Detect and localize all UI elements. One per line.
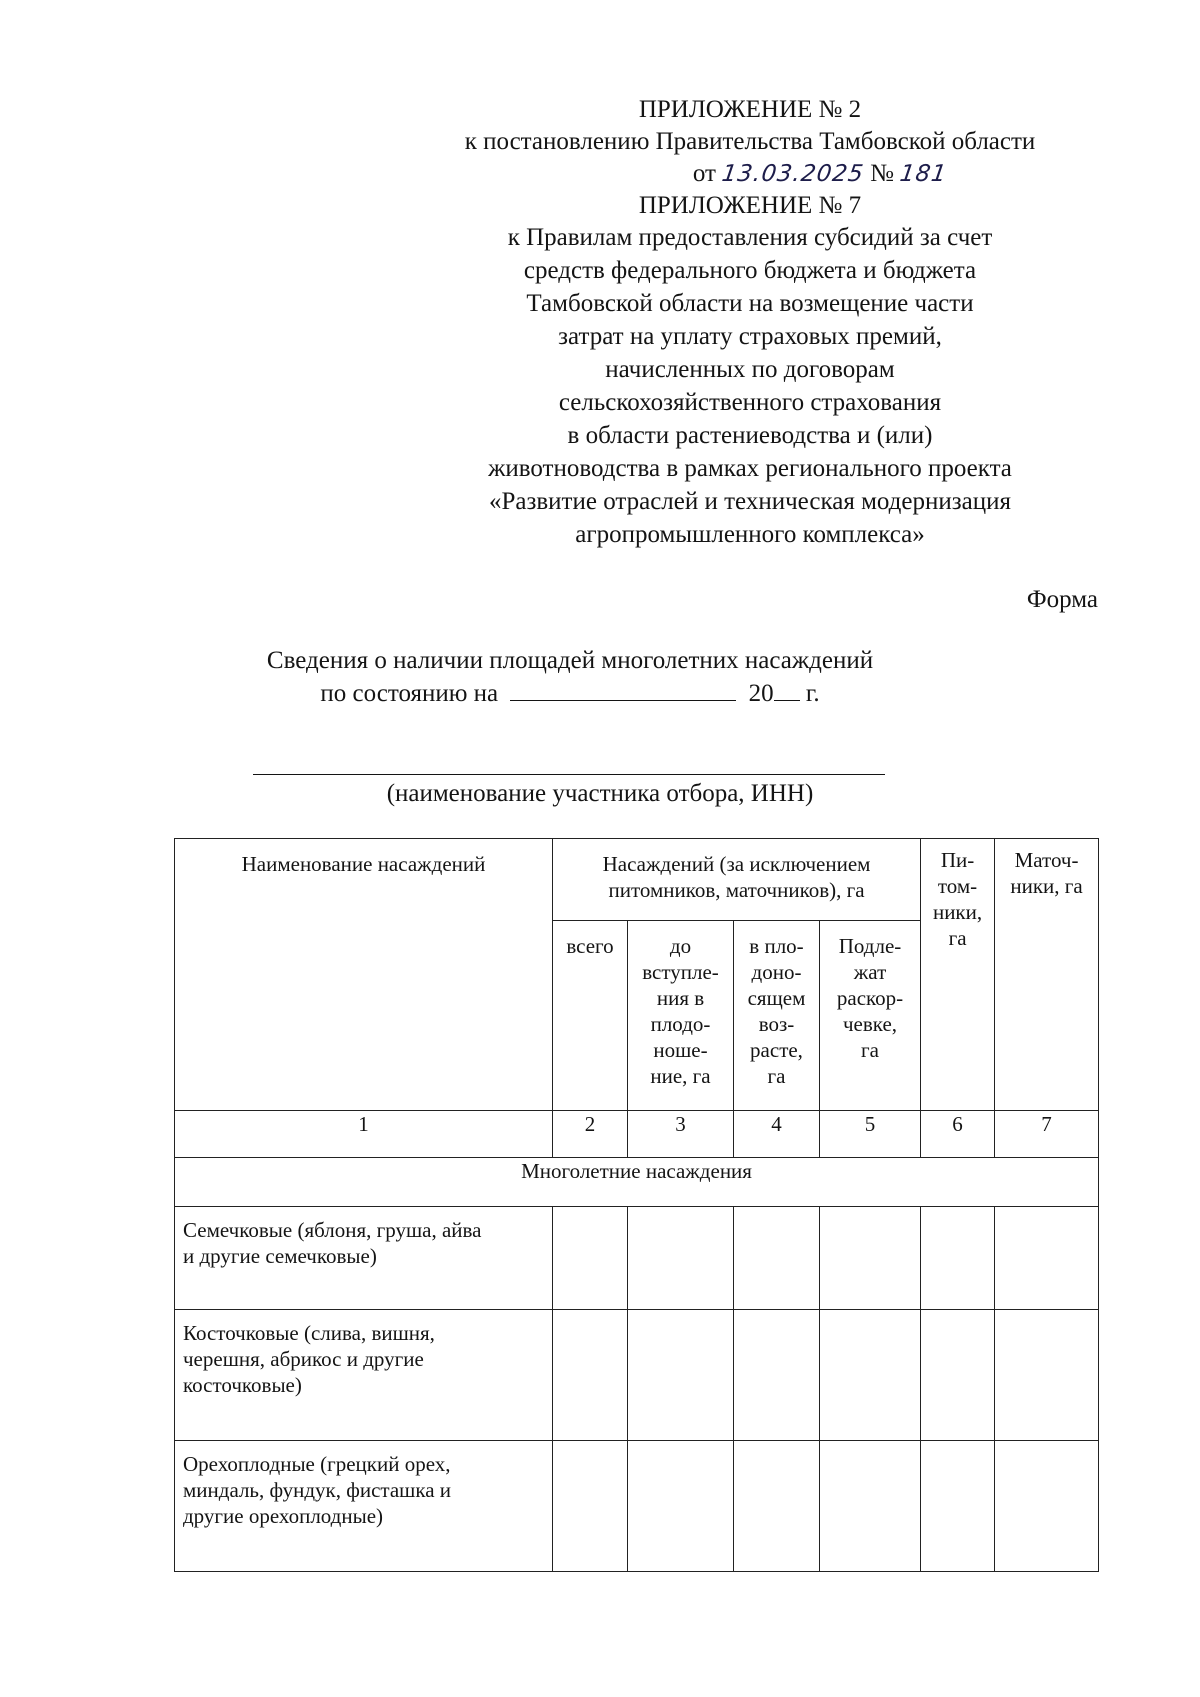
fruiting-line: доно- xyxy=(751,960,802,984)
as-of-label: по состоянию на xyxy=(320,680,499,707)
section-row xyxy=(175,1158,1099,1207)
data-cell[interactable] xyxy=(995,1441,1099,1572)
mother-line: ники, га xyxy=(1010,874,1083,898)
before-fruiting-line: ния в xyxy=(656,986,705,1010)
data-cell[interactable] xyxy=(820,1207,921,1310)
header-total-cell: всего xyxy=(553,921,628,1111)
data-cell[interactable] xyxy=(628,1207,734,1310)
row-name-line: Орехоплодные (грецкий орех, xyxy=(183,1452,451,1476)
data-cell[interactable] xyxy=(628,1441,734,1572)
nurseries-line: ники, xyxy=(932,900,983,924)
before-fruiting-line: плодо- xyxy=(650,1012,711,1036)
row-name-cell xyxy=(175,1207,553,1310)
resolution-reference: к постановлению Правительства Тамбовской области xyxy=(464,128,1036,155)
row-name-line: Семечковые (яблоня, груша, айва xyxy=(183,1218,482,1242)
from-prefix: от xyxy=(692,160,716,187)
form-title: Сведения о наличии площадей многолетних насаждений xyxy=(266,647,874,674)
data-cell[interactable] xyxy=(820,1441,921,1572)
header-mother-cell xyxy=(995,839,1099,1111)
fruiting-line: га xyxy=(767,1064,786,1088)
header-name-cell: Наименование насаждений xyxy=(175,839,553,1111)
row-name-cell xyxy=(175,1310,553,1441)
uprooting-line: раскор- xyxy=(836,986,904,1010)
column-numbers-row xyxy=(175,1111,1099,1158)
before-fruiting-line: до xyxy=(669,934,692,958)
mother-line: Маточ- xyxy=(1014,848,1079,872)
column-number: 6 xyxy=(921,1111,995,1158)
form-date-line xyxy=(220,678,920,710)
nurseries-line: том- xyxy=(937,874,978,898)
uprooting-line: чевке, xyxy=(842,1012,898,1036)
rules-line-5: начисленных по договорам xyxy=(605,356,895,383)
year-blank-field[interactable] xyxy=(774,678,800,701)
header-before-fruiting-cell xyxy=(628,921,734,1111)
number-sign: № xyxy=(870,160,894,187)
nurseries-line: Пи- xyxy=(940,848,975,872)
fruiting-line: воз- xyxy=(758,1012,795,1036)
rules-line-4: затрат на уплату страховых премий, xyxy=(558,323,942,350)
rules-line-1: к Правилам предоставления субсидий за счет xyxy=(507,224,993,251)
rules-line-6: сельскохозяйственного страхования xyxy=(558,389,942,416)
fruiting-line: в пло- xyxy=(749,934,804,958)
handwritten-number: 181 xyxy=(898,161,949,187)
plantings-table xyxy=(174,838,1099,1572)
row-name-line: Косточковые (слива, вишня, xyxy=(183,1321,435,1345)
data-cell[interactable] xyxy=(734,1207,820,1310)
table-row xyxy=(175,1207,1099,1310)
table-row xyxy=(175,1310,1099,1441)
before-fruiting-line: ноше- xyxy=(653,1038,708,1062)
participant-caption: (наименование участника отбора, ИНН) xyxy=(386,780,814,807)
row-name-cell xyxy=(175,1441,553,1572)
appendix-2-heading: ПРИЛОЖЕНИЕ № 2 xyxy=(638,96,862,123)
header-nurseries-cell xyxy=(921,839,995,1111)
rules-line-7: в области растениеводства и (или) xyxy=(567,422,933,449)
data-cell[interactable] xyxy=(553,1207,628,1310)
participant-blank-field[interactable] xyxy=(253,774,885,775)
section-title: Многолетние насаждения xyxy=(175,1158,1099,1207)
row-name-line: другие орехоплодные) xyxy=(183,1504,384,1528)
date-blank-field[interactable] xyxy=(510,678,736,701)
fruiting-line: расте, xyxy=(750,1038,803,1062)
data-cell[interactable] xyxy=(734,1310,820,1441)
data-cell[interactable] xyxy=(553,1441,628,1572)
year-suffix: г. xyxy=(805,680,820,707)
fruiting-line: сящем xyxy=(747,986,806,1010)
rules-line-9: «Развитие отраслей и техническая модернизация xyxy=(489,488,1011,515)
appendix-7-heading: ПРИЛОЖЕНИЕ № 7 xyxy=(638,192,862,219)
row-name-line: черешня, абрикос и другие xyxy=(183,1347,424,1371)
column-number: 5 xyxy=(820,1111,921,1158)
column-number: 7 xyxy=(995,1111,1099,1158)
column-number: 1 xyxy=(175,1111,553,1158)
column-number: 3 xyxy=(628,1111,734,1158)
year-prefix: 20 xyxy=(748,680,774,707)
row-name-line: миндаль, фундук, фисташка и xyxy=(183,1478,452,1502)
header-plantings-group: Насаждений (за исключением питомников, маточников), га xyxy=(553,839,921,921)
column-number: 2 xyxy=(553,1111,628,1158)
header-fruiting-cell xyxy=(734,921,820,1111)
data-cell[interactable] xyxy=(995,1310,1099,1441)
before-fruiting-line: вступле- xyxy=(642,960,719,984)
rules-line-3: Тамбовской области на возмещение части xyxy=(526,290,974,317)
before-fruiting-line: ние, га xyxy=(650,1064,711,1088)
data-cell[interactable] xyxy=(820,1310,921,1441)
uprooting-line: жат xyxy=(853,960,887,984)
handwritten-date: 13.03.2025 xyxy=(720,161,866,187)
data-cell[interactable] xyxy=(921,1310,995,1441)
column-number: 4 xyxy=(734,1111,820,1158)
data-cell[interactable] xyxy=(553,1310,628,1441)
data-cell[interactable] xyxy=(921,1441,995,1572)
form-label: Форма xyxy=(1026,586,1098,613)
header-row-1 xyxy=(175,839,1099,921)
nurseries-line: га xyxy=(948,926,967,950)
rules-line-8: животноводства в рамках регионального проекта xyxy=(488,455,1012,482)
header-uprooting-cell xyxy=(820,921,921,1111)
uprooting-line: га xyxy=(861,1038,879,1062)
table-row xyxy=(175,1441,1099,1572)
uprooting-line: Подле- xyxy=(838,934,902,958)
rules-line-10: агропромышленного комплекса» xyxy=(575,521,925,548)
row-name-line: косточковые) xyxy=(183,1373,302,1397)
data-cell[interactable] xyxy=(921,1207,995,1310)
data-cell[interactable] xyxy=(995,1207,1099,1310)
data-cell[interactable] xyxy=(734,1441,820,1572)
rules-line-2: средств федерального бюджета и бюджета xyxy=(523,257,977,284)
data-cell[interactable] xyxy=(628,1310,734,1441)
row-name-line: и другие семечковые) xyxy=(183,1244,377,1268)
resolution-date-line xyxy=(520,158,1120,190)
